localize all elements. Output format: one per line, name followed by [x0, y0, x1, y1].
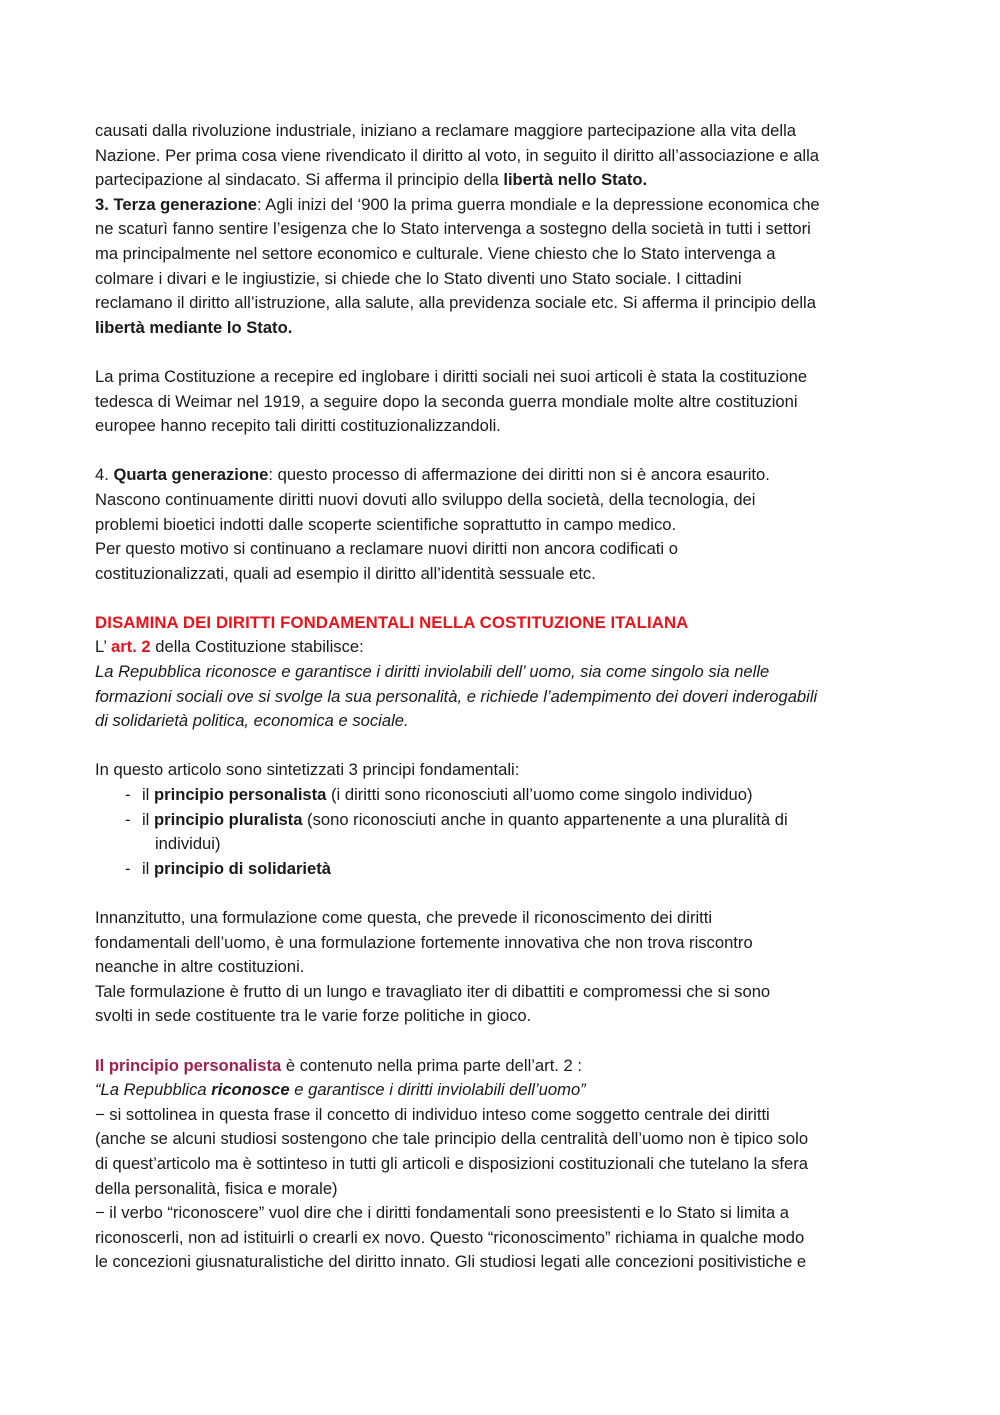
para-line: svolti in sede costituente tra le varie forze politiche in gioco. [95, 1006, 532, 1026]
para-line: Per questo motivo si continuano a reclamare nuovi diritti non ancora codificati o [95, 539, 678, 559]
personalista-intro [95, 1054, 907, 1079]
bold-text: principio personalista [153, 785, 327, 805]
text-span: e garantisce i diritti inviolabili dell’uomo” [289, 1080, 586, 1100]
text-span: individui) [155, 834, 221, 854]
article-intro [95, 635, 907, 660]
para-line: ne scaturì fanno sentire l’esigenza che lo Stato intervenga a sostegno della società in tutti i settori [95, 219, 811, 239]
section-heading: DISAMINA DEI DIRITTI FONDAMENTALI NELLA COSTITUZIONE ITALIANA [95, 612, 689, 632]
paragraph-gap [95, 1029, 907, 1054]
bold-text: libertà nello Stato. [503, 170, 648, 190]
text-span: : Agli inizi del ‘900 la prima guerra mondiale e la depressione economica che [257, 194, 820, 214]
gen4-first-line [95, 463, 907, 488]
text-span: è contenuto nella prima parte dell’art. 2 : [281, 1055, 582, 1075]
para-line: le concezioni giusnaturalistiche del diritto innato. Gli studiosi legati alle concezioni positivistiche e [95, 1252, 807, 1272]
paragraph-gap [95, 881, 907, 906]
para-line: − si sottolinea in questa frase il concetto di individuo inteso come soggetto centrale dei diritti [95, 1104, 770, 1124]
text-span: il [142, 809, 154, 829]
dash-bullet: - [125, 858, 131, 878]
text-span: L’ [95, 637, 111, 657]
list-item [95, 808, 907, 857]
quote-line: formazioni sociali ove si svolge la sua personalità, e richiede l’adempimento dei doveri inderogabili [95, 686, 818, 706]
personalista-label: Il principio personalista [95, 1055, 282, 1075]
para-line: problemi bioetici indotti dalle scoperte scientifiche soprattutto in campo medico. [95, 514, 677, 534]
para-line: Nascono continuamente diritti nuovi dovuti allo sviluppo della società, della tecnologia, dei [95, 489, 756, 509]
paragraph-gap [95, 734, 907, 759]
para-line: reclamano il diritto all’istruzione, alla salute, alla previdenza sociale etc. Si afferma il principio della [95, 293, 816, 313]
paragraph-gap [95, 340, 907, 365]
quote-line [95, 1078, 907, 1103]
para-line: causati dalla rivoluzione industriale, iniziano a reclamare maggiore partecipazione alla vita della [95, 121, 797, 140]
text-span: partecipazione al sindacato. Si afferma il principio della [95, 170, 504, 190]
article-reference: art. 2 [111, 637, 151, 657]
quote-line: di solidarietà politica, economica e sociale. [95, 711, 409, 731]
para-line: (anche se alcuni studiosi sostengono che tale principio della centralità dell’uomo non è tipico solo [95, 1129, 809, 1149]
dash-bullet: - [125, 785, 131, 805]
quote-line: La Repubblica riconosce e garantisce i diritti inviolabili dell’ uomo, sia come singolo sia nelle [95, 662, 770, 682]
para-line: costituzionalizzati, quali ad esempio il diritto all’identità sessuale etc. [95, 563, 596, 583]
para-line: tedesca di Weimar nel 1919, a seguire dopo la seconda guerra mondiale molte altre costituzioni [95, 391, 798, 411]
para-line: di quest’articolo ma è sottinteso in tutti gli articoli e disposizioni costituzionali che tutelano la sfera [95, 1153, 808, 1173]
para-line: La prima Costituzione a recepire ed inglobare i diritti sociali nei suoi articoli è stata la costituzione [95, 366, 808, 386]
text-span: “La Repubblica [95, 1080, 212, 1100]
para-line: europee hanno recepito tali diritti costituzionalizzandoli. [95, 416, 501, 436]
bold-text: libertà mediante lo Stato. [95, 317, 293, 337]
para-line [95, 316, 907, 341]
text-span: (sono riconosciuti anche in quanto appartenente a una pluralità di [302, 809, 788, 829]
text-span: il [142, 858, 154, 878]
gen4-title: Quarta generazione [113, 465, 269, 485]
bold-text: principio pluralista [153, 809, 303, 829]
para-line: Innanzitutto, una formulazione come questa, che prevede il riconoscimento dei diritti [95, 908, 713, 927]
text-span: della Costituzione stabilisce: [150, 637, 364, 657]
dash-bullet: - [125, 809, 131, 829]
list-item [95, 783, 907, 808]
text-span: 4. [95, 465, 114, 485]
para-line: neanche in altre costituzioni. [95, 957, 305, 977]
text-span: (i diritti sono riconosciuti all’uomo come singolo individuo) [326, 785, 753, 805]
text-span: : questo processo di affermazione dei diritti non si è ancora esaurito. [268, 465, 770, 485]
para-line: della personalità, fisica e morale) [95, 1178, 338, 1198]
text-span: il [142, 785, 154, 805]
bold-text: principio di solidarietà [153, 858, 332, 878]
gen3-title: 3. Terza generazione [95, 194, 257, 214]
para-line: riconoscerli, non ad istituirli o crearli ex novo. Questo “riconoscimento” richiama in qualche modo [95, 1227, 805, 1247]
para-line: − il verbo “riconoscere” vuol dire che i diritti fondamentali sono preesistenti e lo Stato si limita a [95, 1203, 790, 1223]
para-line: Tale formulazione è frutto di un lungo e travagliato iter di dibattiti e compromessi che si sono [95, 981, 771, 1001]
principles-intro: In questo articolo sono sintetizzati 3 principi fondamentali: [95, 760, 520, 780]
para-line: ma principalmente nel settore economico e culturale. Viene chiesto che lo Stato intervenga a [95, 243, 776, 263]
para-line: fondamentali dell’uomo, è una formulazione fortemente innovativa che non trova riscontro [95, 932, 753, 952]
para-line: Nazione. Per prima cosa viene rivendicato il diritto al voto, in seguito il diritto all’associazione e alla [95, 145, 820, 165]
para-line [95, 168, 907, 193]
principles-list [95, 783, 907, 881]
bold-text: riconosce [211, 1080, 290, 1100]
list-item [95, 857, 907, 882]
document-body [95, 119, 907, 1275]
paragraph-gap [95, 439, 907, 464]
gen3-first-line [95, 193, 907, 218]
paragraph-gap [95, 586, 907, 611]
para-line: colmare i divari e le ingiustizie, si chiede che lo Stato diventi uno Stato sociale. I cittadini [95, 268, 742, 288]
